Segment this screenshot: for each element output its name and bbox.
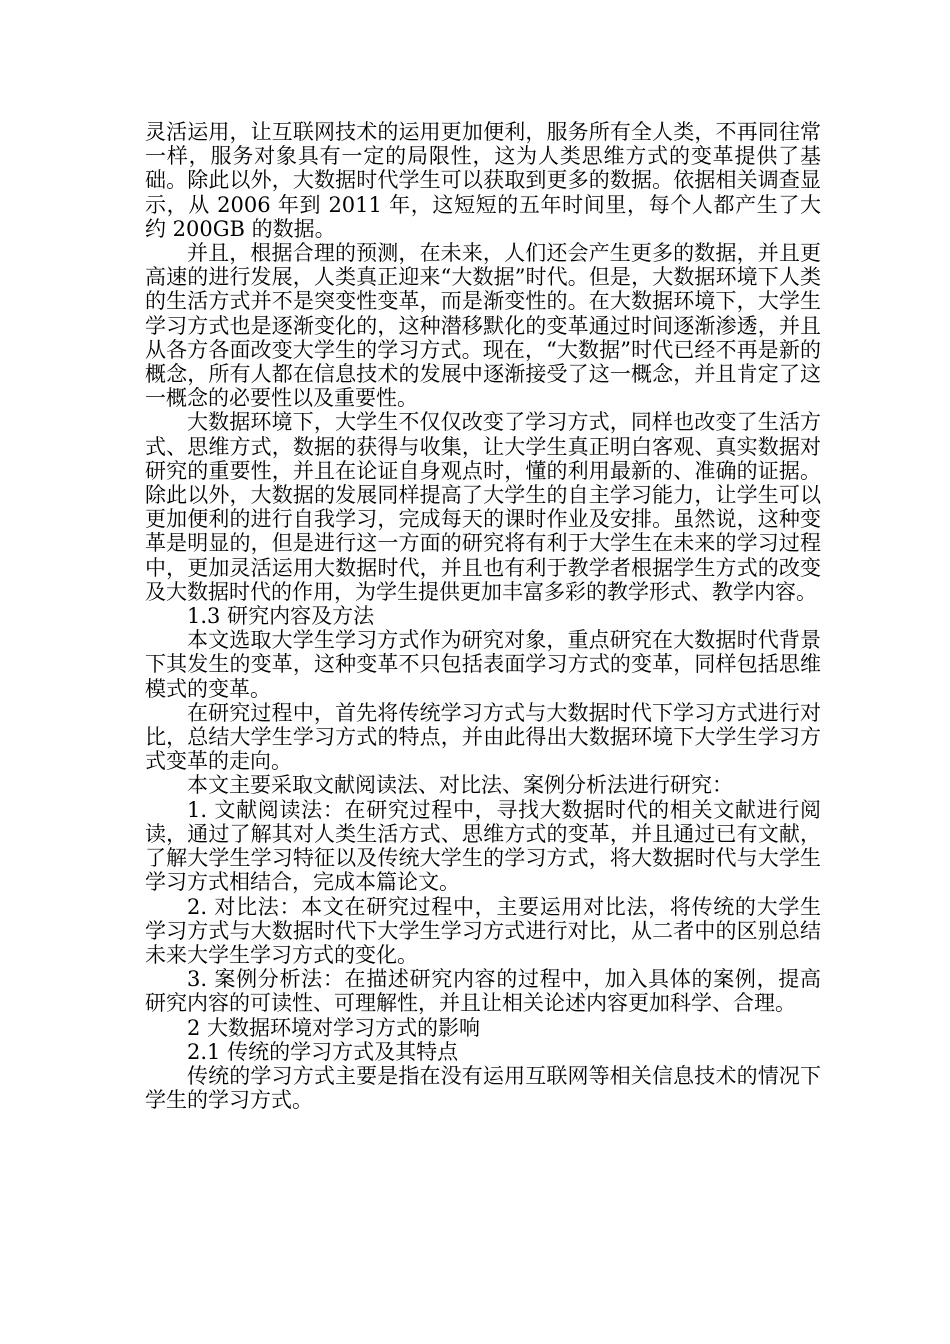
paragraph-method-literature: 1. 文献阅读法：在研究过程中，寻找大数据时代的相关文献进行阅读，通过了解其对人类生活方式、思维方式的变革，并且通过已有文献，了解大学生学习特征以及传统大学生的学习方式，将大数据时代与大学生学习方式相结合，完成本篇论文。 [145,797,821,895]
paragraph-research-process: 在研究过程中，首先将传统学习方式与大数据时代下学习方式进行对比，总结大学生学习方式的特点，并由此得出大数据环境下大学生学习方式变革的走向。 [145,700,821,774]
section-heading-1-3: 1.3 研究内容及方法 [187,604,375,629]
paragraph-continuation: 灵活运用，让互联网技术的运用更加便利，服务所有全人类，不再同往常一样，服务对象具有一定的局限性，这为人类思维方式的变革提供了基础。除此以外，大数据时代学生可以获取到更多的数据。依据相关调查显示，从 2006 年到 2011 年，这短短的五年时间里，每个人都产生了大约 200GB 的数据。 [145,120,821,241]
paragraph-lifestyle-change: 大数据环境下，大学生不仅仅改变了学习方式，同样也改变了生活方式、思维方式，数据的获得与收集，让大学生真正明白客观、真实数据对研究的重要性，并且在论证自身观点时，懂的利用最新的、准确的证据。除此以外，大数据的发展同样提高了大学生的自主学习能力，让学生可以更加便利的进行自我学习，完成每天的课时作业及安排。虽然说，这种变革是明显的，但是进行这一方面的研究将有利于大学生在未来的学习过程中，更加灵活运用大数据时代，并且也有利于教学者根据学生方式的改变及大数据时代的作用，为学生提供更加丰富多彩的教学形式、教学内容。 [145,410,821,604]
document-body [145,120,821,1112]
paragraph-methods-intro: 本文主要采取文献阅读法、对比法、案例分析法进行研究： [187,773,733,798]
paragraph-method-case: 3. 案例分析法：在描述研究内容的过程中，加入具体的案例，提高研究内容的可读性、可理解性，并且让相关论述内容更加科学、合理。 [145,967,821,1016]
section-heading-2: 2 大数据环境对学习方式的影响 [187,1015,481,1040]
paragraph-method-comparison: 2. 对比法：本文在研究过程中，主要运用对比法，将传统的大学生学习方式与大数据时代下大学生学习方式进行对比，从二者中的区别总结未来大学生学习方式的变化。 [145,894,821,967]
paragraph-research-object: 本文选取大学生学习方式作为研究对象，重点研究在大数据时代背景下其发生的变革，这种变革不只包括表面学习方式的变革，同样包括思维模式的变革。 [145,628,821,701]
section-heading-2-1: 2.1 传统的学习方式及其特点 [187,1039,459,1064]
paragraph-traditional-learning: 传统的学习方式主要是指在没有运用互联网等相关信息技术的情况下学生的学习方式。 [145,1063,821,1113]
paragraph-big-data-era: 并且，根据合理的预测，在未来，人们还会产生更多的数据，并且更高速的进行发展，人类真正迎来“大数据”时代。但是，大数据环境下人类的生活方式并不是突变性变革，而是渐变性的。在大数据环境下，大学生学习方式也是逐渐变化的，这种潜移默化的变革通过时间逐渐渗透，并且从各方各面改变大学生的学习方式。现在，“大数据”时代已经不再是新的概念，所有人都在信息技术的发展中逐渐接受了这一概念，并且肯定了这一概念的必要性以及重要性。 [145,241,821,411]
